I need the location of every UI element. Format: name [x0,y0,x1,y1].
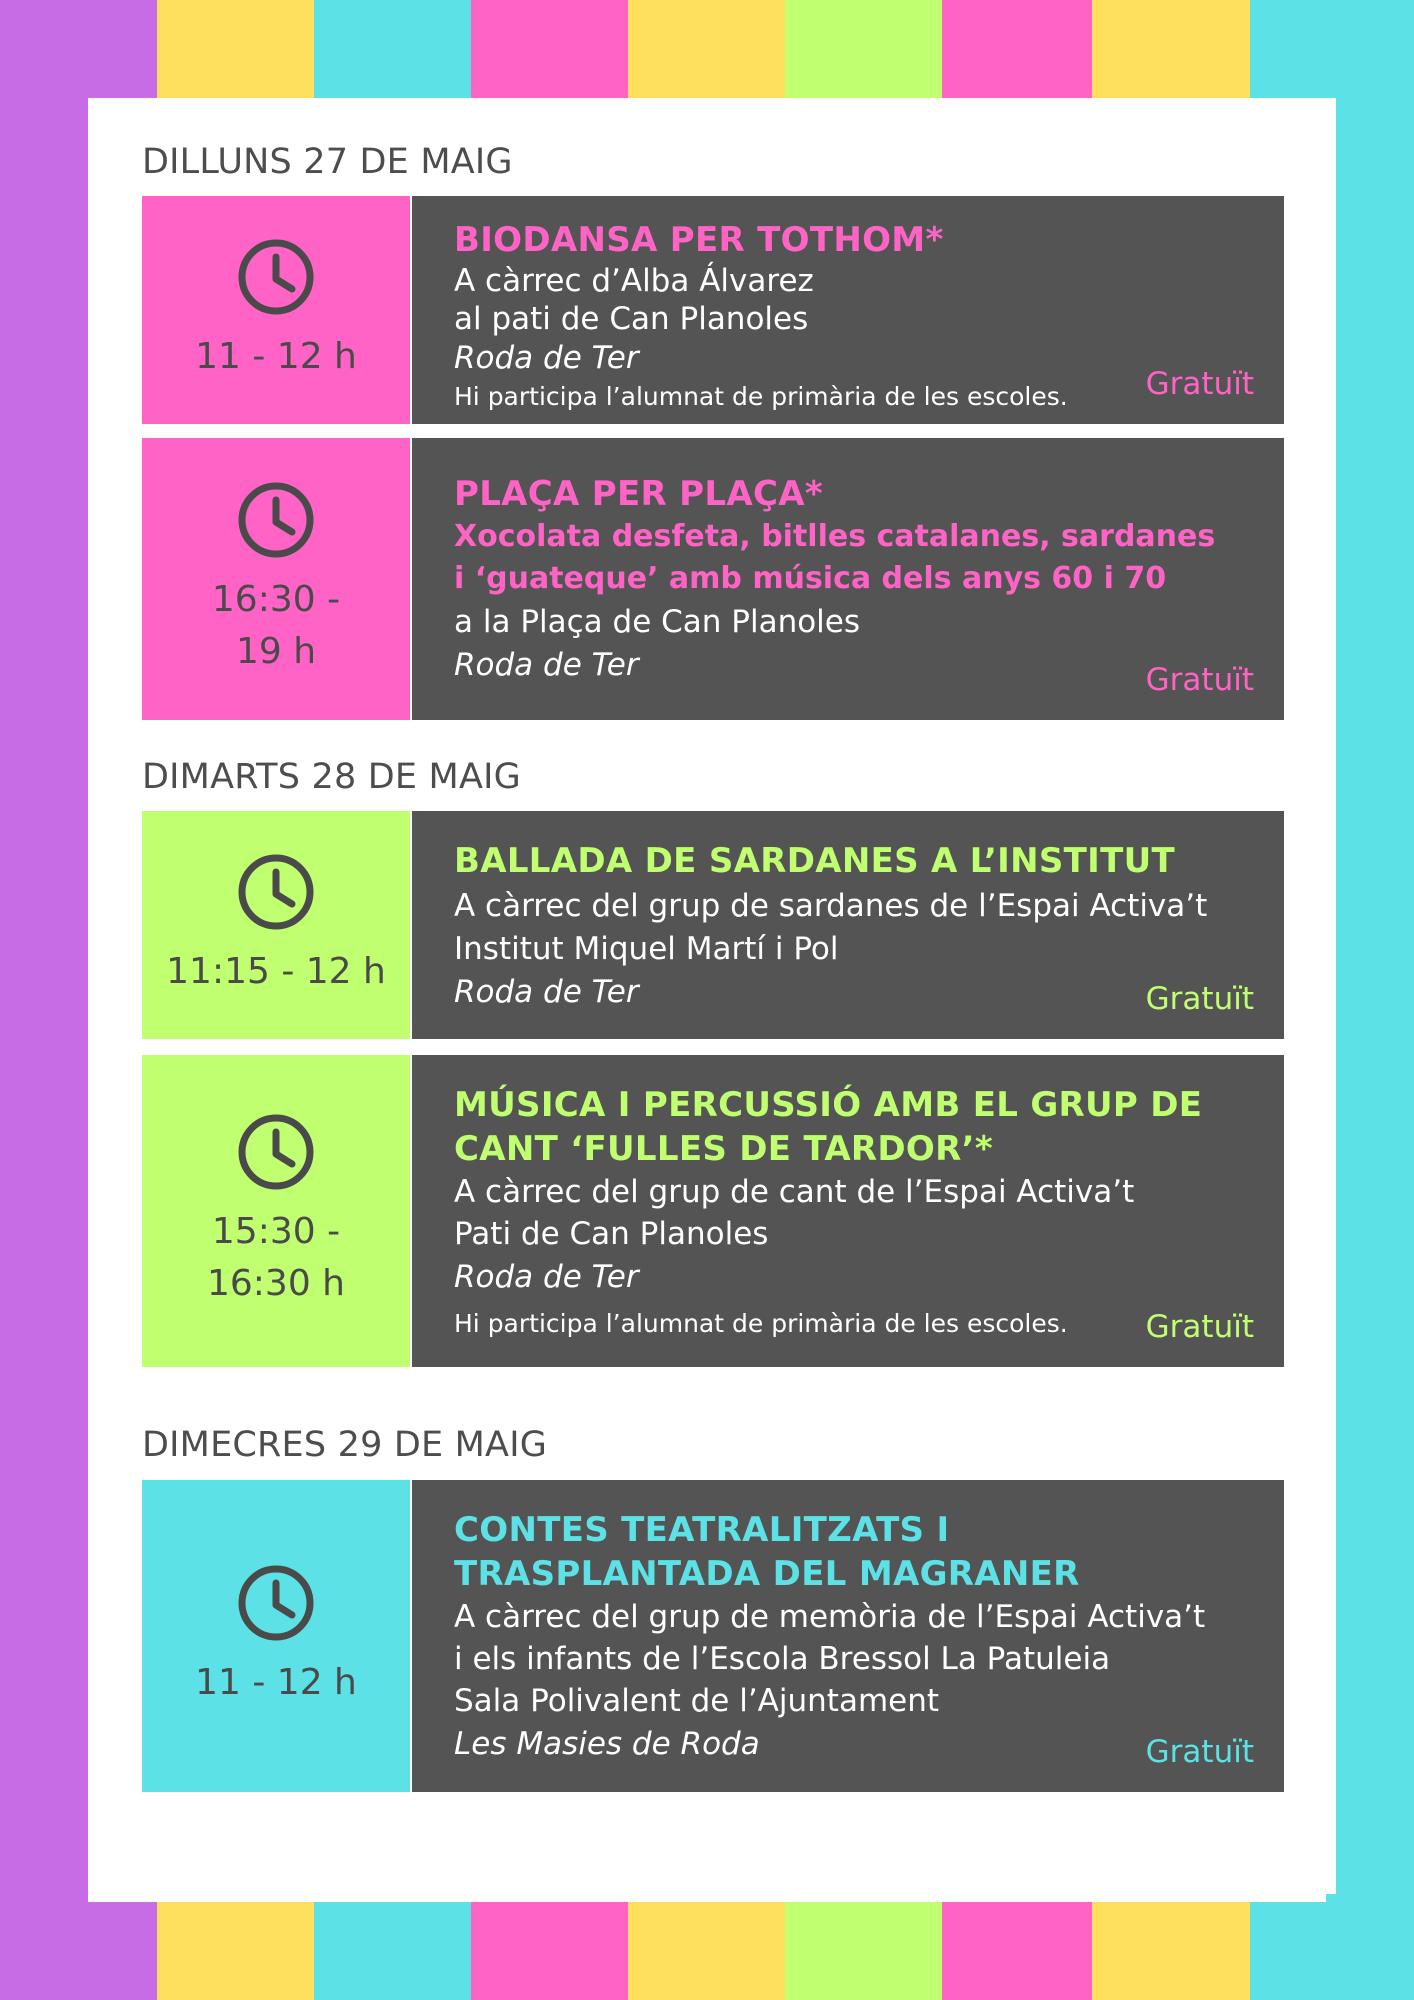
event-note: Hi participa l’alumnat de primària de les escoles. [454,382,1068,411]
event-line: i els infants de l’Escola Bressol La Patuleia [454,1641,1111,1677]
price-label: Gratuït [1145,662,1254,698]
day-heading: DIMECRES 29 DE MAIG [142,1425,548,1465]
event-time: 11:15 - 12 h [166,951,386,992]
price-label: Gratuït [1145,981,1254,1017]
event-info [412,1055,1284,1367]
event-card-sardanes [142,811,1284,1039]
event-title: CONTES TEATRALITZATS I TRASPLANTADA DEL MAGRANER [454,1510,1080,1594]
event-info [412,196,1284,424]
time-box [142,1480,410,1792]
event-card-musica-percussio [142,1055,1284,1367]
event-card-placa-per-placa [142,438,1284,720]
event-place: Roda de Ter [454,974,639,1010]
day-heading: DILLUNS 27 DE MAIG [142,142,513,182]
event-card-biodansa [142,196,1284,424]
event-line: A càrrec d’Alba Álvarez [454,263,814,299]
event-time: 15:30 - 16:30 h [206,1211,345,1304]
event-place: Roda de Ter [454,647,639,683]
event-card-contes [142,1480,1284,1792]
price-label: Gratuït [1145,1309,1254,1345]
clock-icon [236,1563,316,1643]
event-info [412,1480,1284,1792]
program-sheet [88,98,1336,1894]
event-title: BALLADA DE SARDANES A L’INSTITUT [454,841,1175,881]
clock-icon [236,852,316,932]
event-time: 16:30 - 19 h [211,579,341,672]
bottom-color-stripes [0,1902,1414,2000]
event-info [412,438,1284,720]
price-label: Gratuït [1145,366,1254,402]
time-box [142,196,410,424]
clock-icon [236,480,316,560]
event-info [412,811,1284,1039]
clock-icon [236,1112,316,1192]
event-line: A càrrec del grup de memòria de l’Espai Activa’t [454,1599,1206,1635]
event-line: Pati de Can Planoles [454,1216,769,1252]
event-note: Hi participa l’alumnat de primària de les escoles. [454,1309,1068,1338]
event-line: A càrrec del grup de cant de l’Espai Activa’t [454,1174,1135,1210]
event-place: Roda de Ter [454,1259,639,1295]
event-time: 11 - 12 h [195,336,357,377]
event-place: Les Masies de Roda [454,1726,760,1762]
event-line: A càrrec del grup de sardanes de l’Espai Activa’t [454,888,1208,924]
event-title: MÚSICA I PERCUSSIÓ AMB EL GRUP DE CANT ‘FULLES DE TARDOR’* [454,1085,1203,1169]
time-box [142,1055,410,1367]
event-line: a la Plaça de Can Planoles [454,604,861,640]
time-box [142,438,410,720]
event-title: PLAÇA PER PLAÇA* [454,474,823,514]
day-heading: DIMARTS 28 DE MAIG [142,757,521,797]
event-place: Roda de Ter [454,340,639,376]
event-line: al pati de Can Planoles [454,301,809,337]
event-line: Sala Polivalent de l’Ajuntament [454,1683,940,1719]
event-title: BIODANSA PER TOTHOM* [454,220,944,260]
price-label: Gratuït [1145,1734,1254,1770]
left-color-band [0,0,88,2000]
clock-icon [236,237,316,317]
time-box [142,811,410,1039]
event-time: 11 - 12 h [195,1662,357,1703]
top-color-stripes [0,0,1414,98]
right-color-band [1326,0,1414,2000]
event-line: Institut Miquel Martí i Pol [454,931,839,967]
event-subtitle: Xocolata desfeta, bitlles catalanes, sardanes i ‘guateque’ amb música dels anys 60 i 70 [454,519,1216,596]
